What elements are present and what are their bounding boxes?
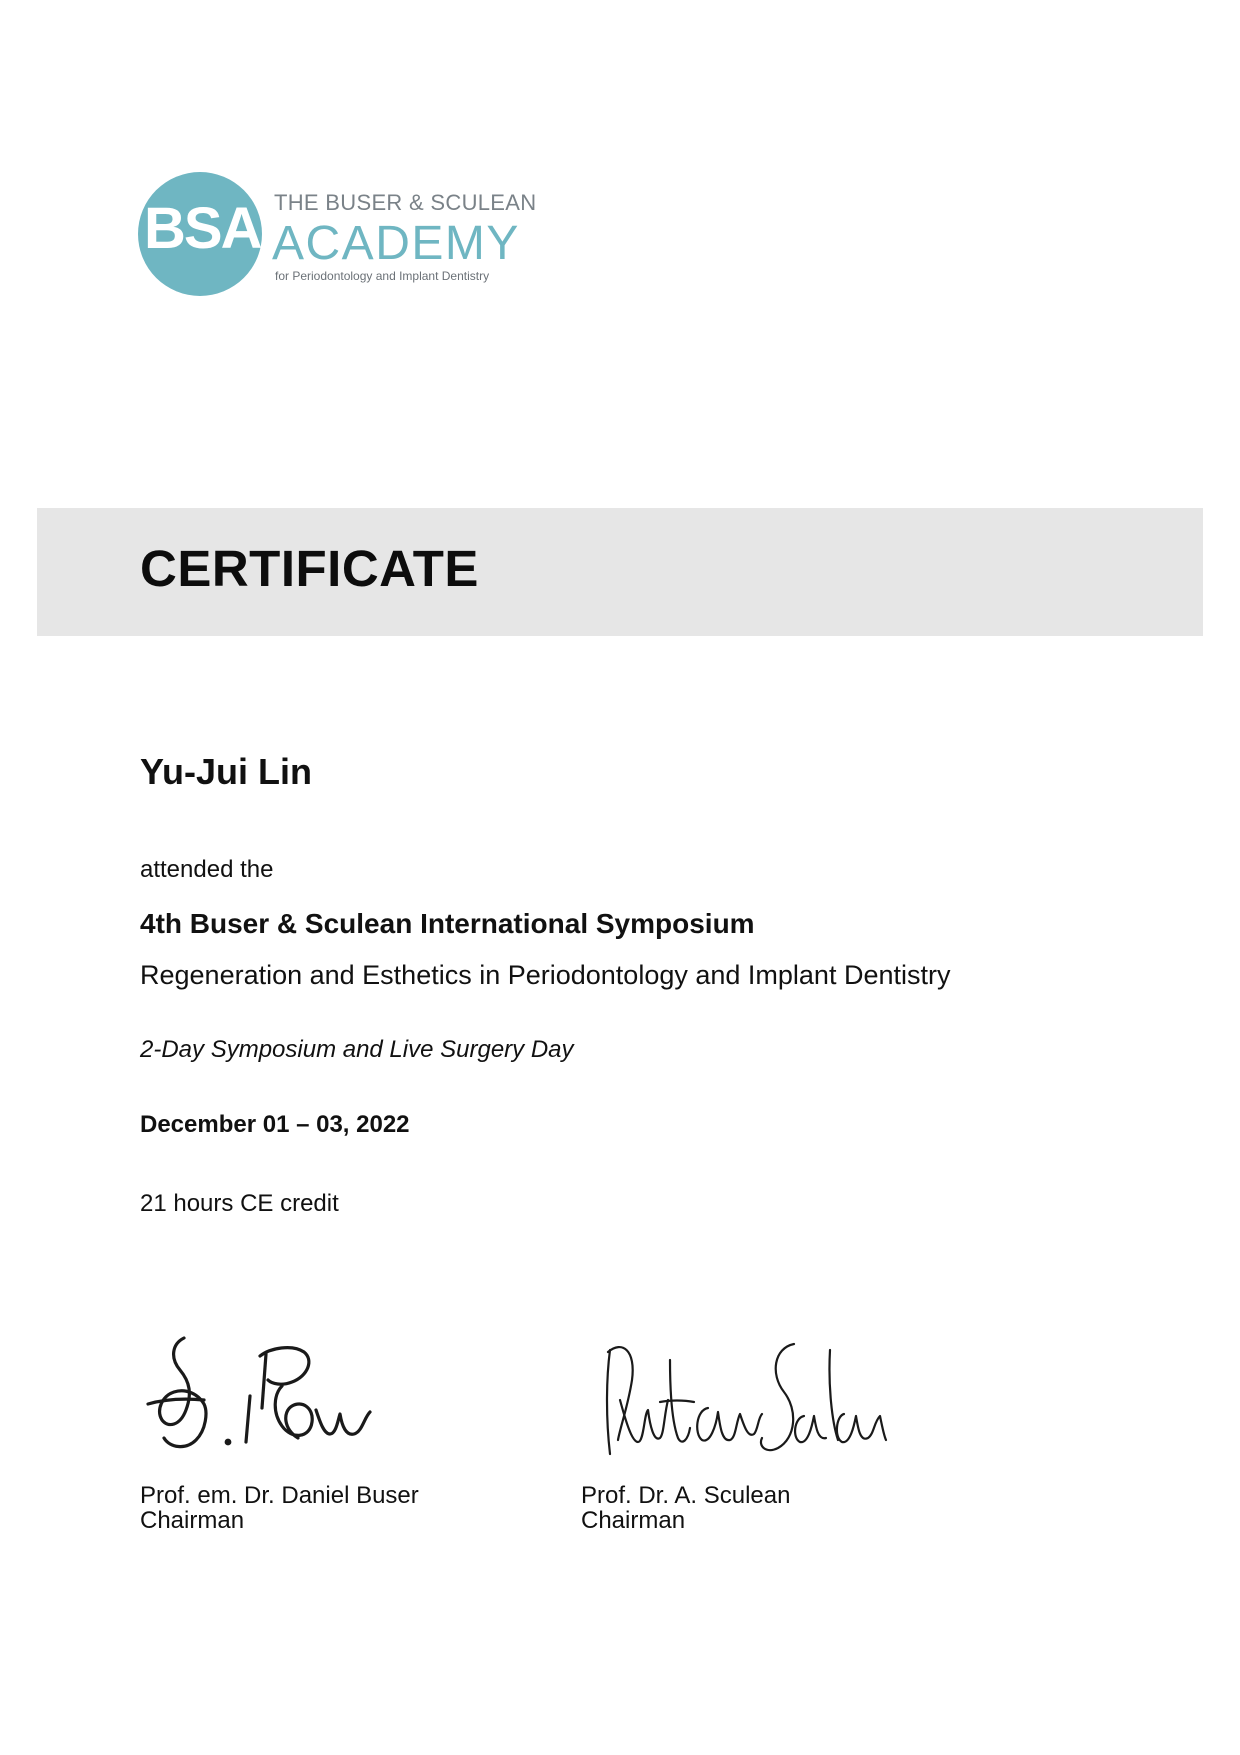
certificate-banner (37, 508, 1203, 636)
logo-line-academy: ACADEMY (272, 217, 520, 270)
event-dates: December 01 – 03, 2022 (140, 1111, 410, 1138)
logo-line-tagline: for Periodontology and Implant Dentistry (275, 269, 490, 283)
signatory-name: Prof. em. Dr. Daniel Buser (140, 1482, 419, 1509)
recipient-name: Yu-Jui Lin (140, 751, 313, 792)
event-format: 2-Day Symposium and Live Surgery Day (140, 1036, 574, 1063)
event-subtitle: Regeneration and Esthetics in Periodontology and Implant Dentistry (140, 960, 951, 990)
signature-buser (142, 1330, 382, 1470)
event-name: 4th Buser & Sculean International Symposium (140, 908, 755, 939)
signatory-role: Chairman (140, 1507, 245, 1534)
academy-logo (138, 170, 558, 306)
logo-circle-mark (138, 172, 262, 296)
ce-credit: 21 hours CE credit (140, 1190, 339, 1217)
logo-mark-text: BSA (144, 196, 261, 261)
certificate-title: CERTIFICATE (140, 540, 479, 597)
attended-text: attended the (140, 856, 274, 883)
signature-sculean-drawing (598, 1330, 888, 1470)
signature-sculean (598, 1330, 888, 1470)
signatory-role: Chairman (581, 1507, 686, 1534)
logo-line-organization: THE BUSER & SCULEAN (274, 190, 537, 215)
signatory-buser (140, 1483, 419, 1533)
signatory-sculean (581, 1483, 790, 1533)
signatory-name: Prof. Dr. A. Sculean (581, 1482, 791, 1509)
signature-buser-drawing (142, 1330, 382, 1470)
